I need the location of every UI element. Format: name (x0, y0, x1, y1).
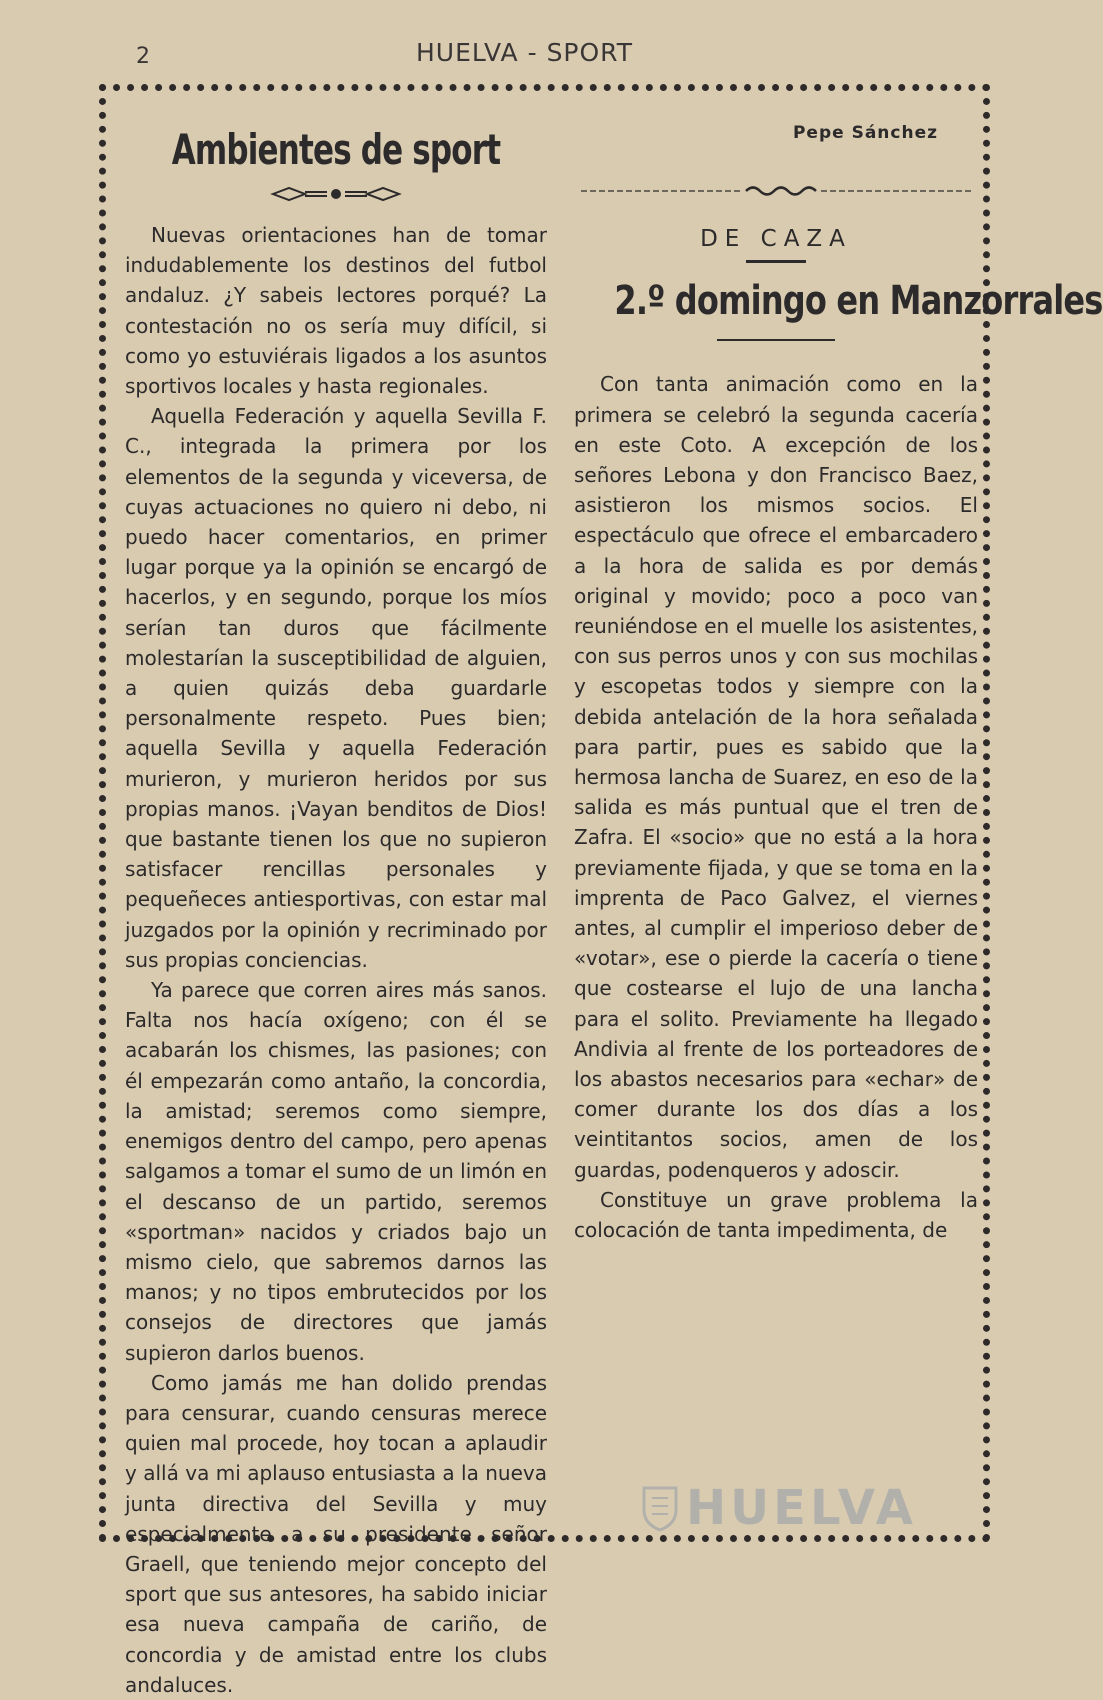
article-paragraph: Con tanta animación como en la primera se celebró la segunda cacería en este Coto. A excepción de los señores Lebona y don Francisco Baez, asistieron los mismos socios. El espectáculo que ofrece el embarcadero a la hora de salida es por demás original y movido; poco a poco van reuniéndose en el muelle los asistentes, con sus perros unos y con sus mochilas y escopetas todos y siempre con la debida antelación de la hora señalada para partir, pues es sabido que la hermosa lancha de Suarez, en eso de la salida es más puntual que el tren de Zafra. El «socio» que no está a la hora previamente fijada, y que se toma en la imprenta de Paco Galvez, el viernes antes, al cumplir el imperioso deber de «votar», ese o pierde la cacería o tiene que costearse el lujo de una lancha para el solito. Previamente ha llegado Andivia al frente de los porteadores de los abastos necesarios para «echar» de comer durante los dos días a los veintitantos socios, amen de los guardas, podenqueros y adoscir. (574, 372, 978, 1182)
right-column (574, 110, 1103, 1245)
page-number: 2 (136, 44, 151, 69)
article-paragraph: Constituye un grave problema la colocación de tanta impedimenta, de (574, 1187, 978, 1243)
left-column (125, 110, 547, 1700)
author-signature: Pepe Sánchez (792, 123, 938, 143)
ornament-divider (271, 186, 401, 202)
library-watermark (640, 1480, 917, 1536)
article-title: Ambientes de sport (171, 125, 501, 174)
article-paragraph: Nuevas orientaciones han de tomar indudablemente los destinos del futbol andaluz. ¿Y sabeis lectores porqué? La contestación no os sería muy difícil, si como yo estuviérais ligados a los asuntos sportivos locales y hasta regionales. (125, 223, 547, 399)
shield-icon (640, 1484, 680, 1532)
wavy-separator (581, 182, 971, 198)
article-paragraph: Ya parece que corren aires más sanos. Falta nos hacía oxígeno; con él se acabarán los chismes, las pasiones; con él empezarán como antaño, la concordia, la amistad; seremos como siempre, enemigos dentro del campo, pero apenas salgamos a tomar el sumo de un limón en el descanso de un partido, seremos «sportman» nacidos y criados bajo un mismo cielo, que sabremos darnos las manos; y no tipos embrutecidos por los consejos de directores que jamás supieron darlos buenos. (125, 978, 547, 1365)
title-rule (717, 339, 835, 341)
article-title: 2.º domingo en Manzorrales (614, 278, 1103, 325)
kicker-rule (746, 260, 806, 263)
watermark-text: HUELVA (686, 1480, 917, 1536)
section-kicker: DE CAZA (700, 226, 852, 253)
running-head: HUELVA - SPORT (415, 38, 634, 67)
article-paragraph: Como jamás me han dolido prendas para censurar, cuando censuras merece quien mal procede, hoy tocan a aplaudir y allá va mi aplauso entusiasta a la nueva junta directiva del Sevilla y muy especialmente a su presidente señor Graell, que teniendo mejor concepto del sport que sus antesores, ha sabido iniciar esa nueva campaña de cariño, de concordia y de amistad entre los clubs andaluces. (125, 1370, 547, 1697)
article-paragraph: Aquella Federación y aquella Sevilla F. C., integrada la primera por los elementos de la segunda y viceversa, de cuyas actuaciones no quiero ni debo, ni puedo hacer comentarios, en primer lugar porque ya la opinión se encargó de hacerlos, y en segundo, porque los míos serían tan duros que fácilmente molestarían la susceptibilidad de alguien, a quien quizás deba guardarle personalmente respeto. Pues bien; aquella Sevilla y aquella Federación murieron, y murieron heridos por sus propias manos. ¡Vayan benditos de Dios! que bastante tienen los que no supieron satisfacer rencillas personales y pequeñeces antiesportivas, con estar mal juzgados por la opinión y recriminado por sus propias conciencias. (125, 404, 547, 972)
